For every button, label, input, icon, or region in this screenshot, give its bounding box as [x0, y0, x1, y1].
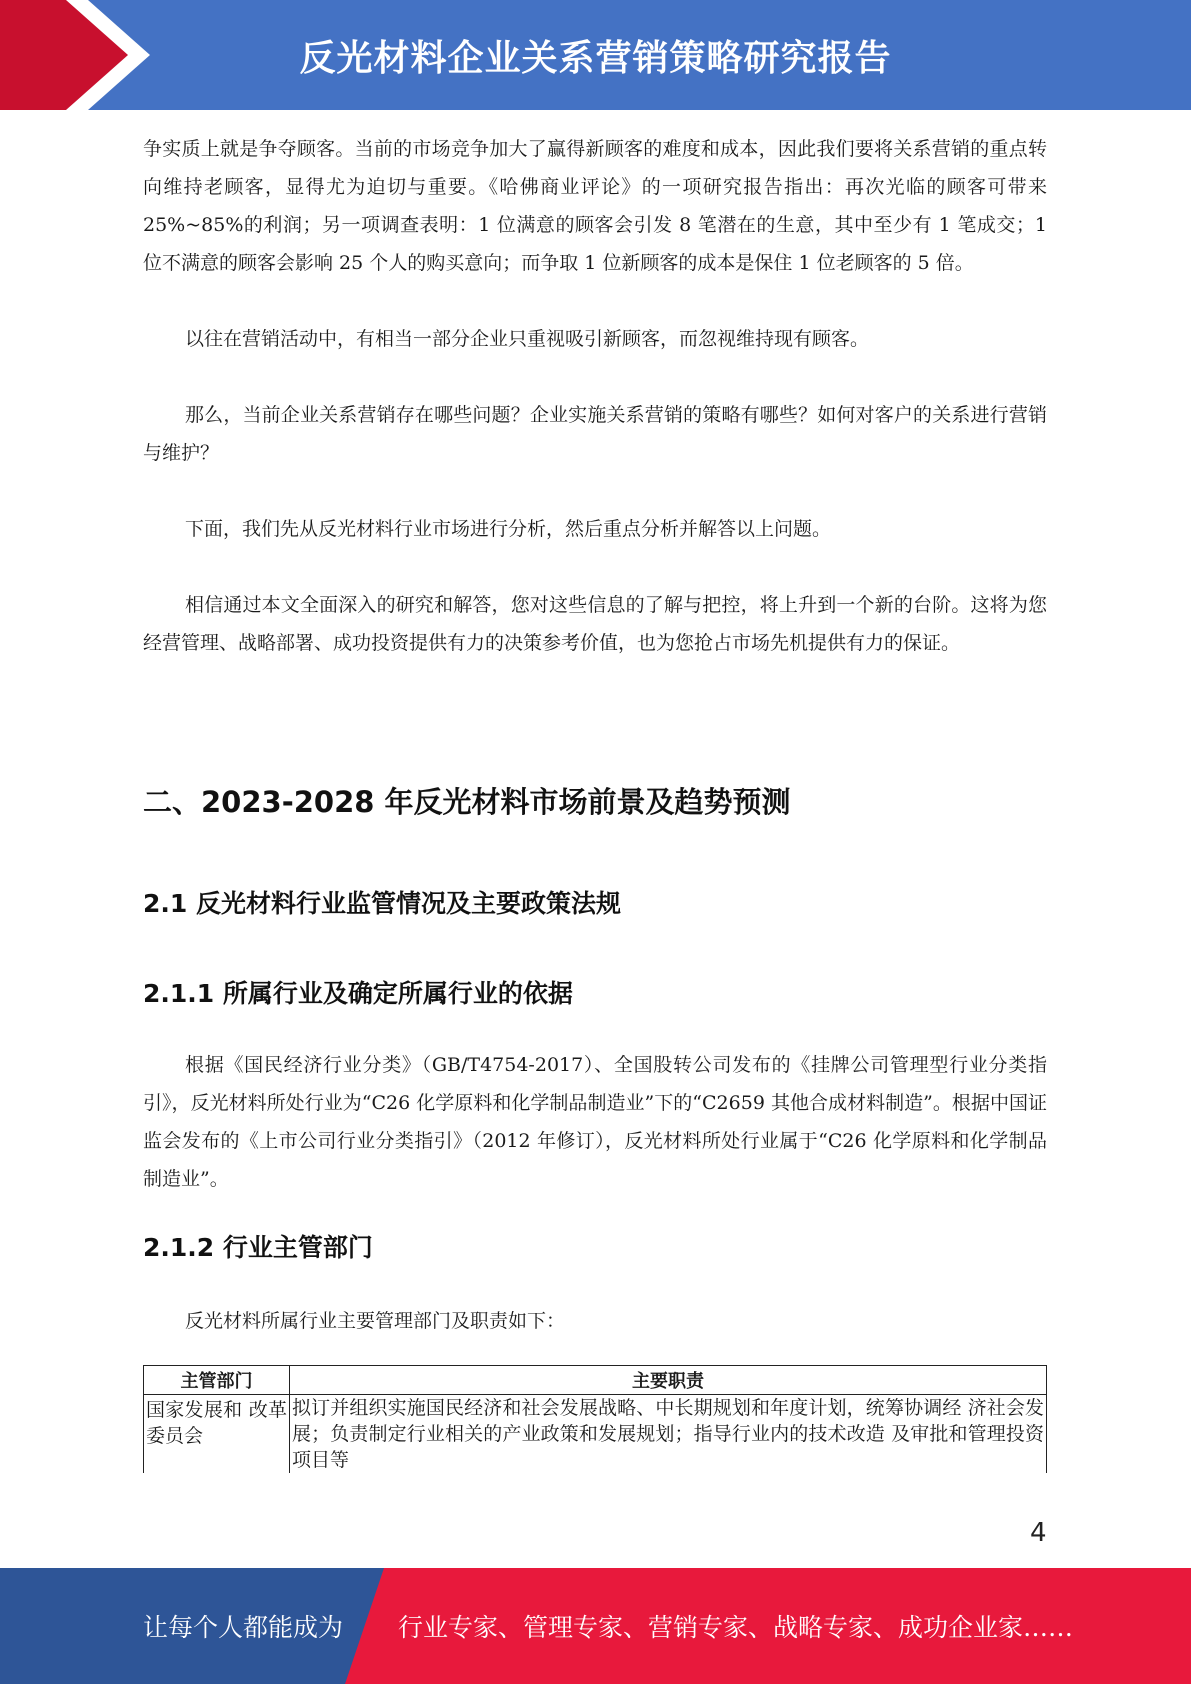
- intro-text: [143, 130, 1047, 662]
- paragraph: 相信通过本文全面深入的研究和解答，您对这些信息的了解与把控，将上升到一个新的台阶。这将为您经营管理、战略部署、成功投资提供有力的决策参考价值，也为您抢占市场先机提供有力的保证。: [143, 594, 1047, 654]
- paragraph: 那么，当前企业关系营销存在哪些问题？企业实施关系营销的策略有哪些？如何对客户的关系进行营销与维护？: [143, 404, 1047, 464]
- footer-slogan-right: 行业专家、管理专家、营销专家、战略专家、成功企业家……: [398, 1613, 1074, 1642]
- industry-basis-text: [143, 1046, 1047, 1198]
- department-table: [143, 1365, 1047, 1473]
- paragraph: 下面，我们先从反光材料行业市场进行分析，然后重点分析并解答以上问题。: [185, 518, 832, 540]
- paragraph: 反光材料所属行业主要管理部门及职责如下：: [185, 1310, 566, 1332]
- subsubsection-heading: 2.1.2 行业主管部门: [143, 1233, 373, 1262]
- page-number: 4: [1030, 1518, 1047, 1548]
- table-header-row: [144, 1366, 1047, 1395]
- table-header-cell: 主要职责: [290, 1366, 1047, 1395]
- paragraph: 以往在营销活动中，有相当一部分企业只重视吸引新顾客，而忽视维持现有顾客。: [185, 328, 870, 350]
- paragraph: 争实质上就是争夺顾客。当前的市场竞争加大了赢得新顾客的难度和成本，因此我们要将关系营销的重点转向维持老顾客，显得尤为迫切与重要。《哈佛商业评论》的一项研究报告指出：再次光临的顾客可带来 25%~85%的利润；另一项调查表明：1 位满意的顾客会引发 8 笔潜在的生意，其中至少有 1 笔成交；1 位不满意的顾客会影响 25 个人的购买意向；而争取 1 位新顾客的成本是保住 1 位老顾客的 5 倍。: [143, 138, 1047, 274]
- dept-intro-text: [143, 1302, 1047, 1340]
- page-footer: [0, 1568, 1191, 1684]
- subsubsection-heading: 2.1.1 所属行业及确定所属行业的依据: [143, 979, 573, 1008]
- table-cell: 拟订并组织实施国民经济和社会发展战略、中长期规划和年度计划，统筹协调经 济社会发展；负责制定行业相关的产业政策和发展规划；指导行业内的技术改造 及审批和管理投资项目等: [290, 1395, 1047, 1474]
- footer-slogan-left: 让每个人都能成为: [143, 1613, 344, 1642]
- page-header: [0, 0, 1191, 110]
- header-chevron-decoration: [0, 0, 160, 110]
- table-cell: 国家发展和 改革委员会: [144, 1395, 290, 1474]
- table-row: [144, 1395, 1047, 1474]
- paragraph: 根据《国民经济行业分类》（GB/T4754-2017）、全国股转公司发布的《挂牌公司管理型行业分类指引》，反光材料所处行业为“C26 化学原料和化学制品制造业”下的“C2659 其他合成材料制造”。根据中国证监会发布的《上市公司行业分类指引》（2012 年修订），反光材料所处行业属于“C26 化学原料和化学制品制造业”。: [143, 1054, 1047, 1190]
- subsection-heading: 2.1 反光材料行业监管情况及主要政策法规: [143, 889, 621, 918]
- section-heading: 二、2023-2028 年反光材料市场前景及趋势预测: [143, 785, 791, 819]
- table-header-cell: 主管部门: [144, 1366, 290, 1395]
- report-title: 反光材料企业关系营销策略研究报告: [299, 37, 892, 79]
